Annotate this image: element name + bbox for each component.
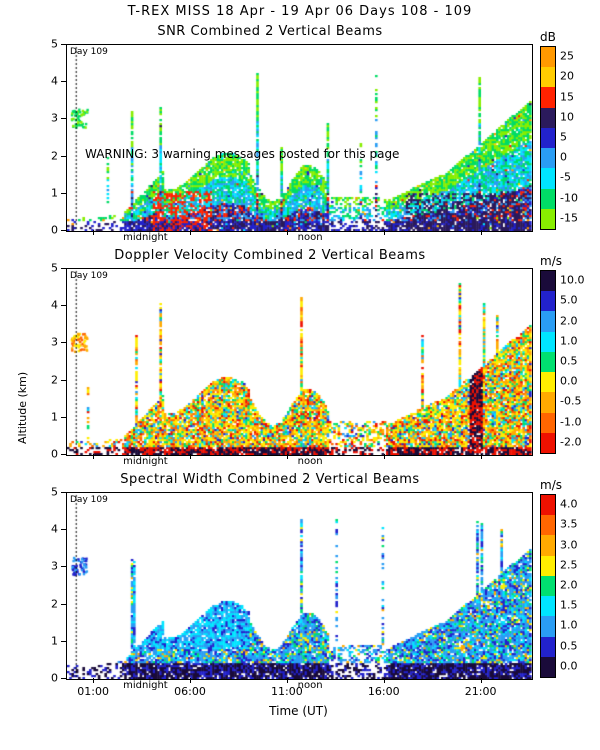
colorbar-tick-label: 0.0 [560,374,578,388]
y-tick-mark [61,417,66,418]
y-tick-mark [61,678,66,679]
colorbar-segment [541,271,555,292]
y-tick-label: 4 [51,74,58,88]
y-tick-label: 5 [51,37,58,51]
colorbar-tick-label: -0.5 [560,394,582,408]
colorbar-units-snr: dB [540,30,556,44]
x-tick-mark [190,230,191,235]
y-axis-label: Altitude (km) [16,371,29,444]
x-inner-label: midnight [123,232,168,243]
colorbar-segment [541,189,555,210]
colorbar-segment [541,433,555,454]
y-tick-label: 2 [51,597,58,611]
y-tick-mark [61,454,66,455]
colorbar-tick-label: 10.0 [560,273,585,287]
colorbar-tick-label: 1.0 [560,334,578,348]
y-tick-mark [61,268,66,269]
warning-message: WARNING: 3 warning messages posted for this page [85,147,400,161]
colorbar-segment [541,332,555,353]
x-tick-label: 11:00 [271,685,303,698]
day-label-spectral: Day 109 [70,495,108,505]
y-tick-mark [61,193,66,194]
panel-spectral-width [0,472,600,718]
y-tick-label: 5 [51,261,58,275]
x-tick-label: 21:00 [464,685,497,698]
colorbar-units-doppler: m/s [540,254,562,268]
colorbar-segment [541,413,555,434]
x-inner-label: midnight [123,680,168,691]
colorbar-segment [541,392,555,413]
colorbar-tick-label: 2.0 [560,314,578,328]
y-tick-label: 0 [51,671,58,685]
colorbar-tick-label: -15 [560,211,578,225]
x-tick-mark [93,454,94,459]
x-tick-label: 06:00 [174,685,206,698]
y-tick-mark [61,380,66,381]
y-tick-label: 4 [51,522,58,536]
y-tick-mark [61,305,66,306]
y-tick-mark [61,529,66,530]
plot-area-snr [66,44,533,232]
colorbar-segment [541,616,555,637]
colorbar-segment [541,596,555,617]
colorbar-tick-label: 5.0 [560,293,578,307]
colorbar-tick-label: 2.5 [560,558,578,572]
colorbar-tick-label: -10 [560,191,578,205]
panel-title-snr: SNR Combined 2 Vertical Beams [157,24,383,39]
y-tick-mark [61,641,66,642]
colorbar-segment [541,352,555,373]
y-tick-label: 1 [51,186,58,200]
x-tick-label: 16:00 [367,685,400,698]
colorbar-segment [541,495,555,516]
x-tick-mark [481,454,482,459]
colorbar-tick-label: 0 [560,150,567,164]
colorbar-tick-label: 5 [560,130,567,144]
colorbar-tick-label: 2.0 [560,578,578,592]
plot-area-doppler [66,268,533,456]
x-tick-mark [384,230,385,235]
colorbar-tick-label: 15 [560,90,574,104]
y-tick-label: 1 [51,410,58,424]
x-tick-mark [384,454,385,459]
colorbar-tick-label: 1.0 [560,618,578,632]
y-tick-mark [61,230,66,231]
colorbar-tick-label: -5 [560,170,571,184]
y-tick-label: 3 [51,335,58,349]
x-tick-mark [190,678,191,683]
colorbar-segment [541,47,555,68]
colorbar-segment [541,128,555,149]
colorbar-segment [541,168,555,189]
colorbar-segment [541,311,555,332]
y-tick-label: 3 [51,111,58,125]
panel-snr [0,24,600,243]
colorbar-tick-label: 3.0 [560,538,578,552]
page-title: T-REX MISS 18 Apr - 19 Apr 06 Days 108 - 109 [127,4,473,19]
day-label-snr: Day 109 [70,47,108,57]
x-tick-mark [190,454,191,459]
colorbar-segment [541,637,555,658]
colorbar-tick-label: 10 [560,110,574,124]
x-inner-label: noon [297,456,323,467]
colorbar-tick-label: 0.5 [560,354,578,368]
x-inner-label: noon [297,680,323,691]
y-tick-label: 2 [51,149,58,163]
colorbar-segment [541,291,555,312]
y-tick-mark [61,156,66,157]
colorbar-tick-label: 25 [560,49,574,63]
x-tick-label: 01:00 [77,685,109,698]
y-tick-mark [61,566,66,567]
colorbar-tick-label: 4.0 [560,497,578,511]
x-axis-label: Time (UT) [269,704,328,718]
colorbar-segment [541,576,555,597]
colorbar-segment [541,372,555,393]
colorbar-tick-label: 20 [560,69,574,83]
y-tick-label: 4 [51,298,58,312]
colorbar-tick-label: 3.5 [560,517,578,531]
colorbar-tick-label: 0.0 [560,659,578,673]
colorbar-segment [541,87,555,108]
colorbar-segment [541,535,555,556]
colorbar-units-spectral: m/s [540,478,562,492]
y-tick-label: 1 [51,634,58,648]
x-inner-label: noon [297,232,323,243]
y-tick-mark [61,604,66,605]
colorbar-tick-label: -2.0 [560,435,582,449]
colorbar-segment [541,657,555,678]
colorbar-tick-label: 0.5 [560,639,578,653]
plot-area-spectral [66,492,533,680]
y-tick-label: 3 [51,559,58,573]
panel-title-doppler: Doppler Velocity Combined 2 Vertical Beams [114,248,426,263]
x-tick-mark [481,230,482,235]
y-tick-mark [61,44,66,45]
y-tick-mark [61,492,66,493]
x-tick-mark [481,678,482,683]
colorbar-segment [541,108,555,129]
panel-title-spectral: Spectral Width Combined 2 Vertical Beams [120,472,420,487]
x-inner-label: midnight [123,456,168,467]
colorbar-segment [541,67,555,88]
y-tick-label: 0 [51,223,58,237]
colorbar-tick-label: 1.5 [560,598,578,612]
day-label-doppler: Day 109 [70,271,108,281]
x-tick-mark [93,678,94,683]
y-tick-label: 5 [51,485,58,499]
y-tick-mark [61,342,66,343]
panel-doppler [0,248,600,467]
y-tick-label: 2 [51,373,58,387]
y-tick-mark [61,118,66,119]
x-tick-mark [93,230,94,235]
y-tick-label: 0 [51,447,58,461]
colorbar-tick-label: -1.0 [560,415,582,429]
colorbar-segment [541,515,555,536]
colorbar-segment [541,556,555,577]
colorbar-segment [541,148,555,169]
colorbar-segment [541,209,555,230]
y-tick-mark [61,81,66,82]
x-tick-mark [384,678,385,683]
